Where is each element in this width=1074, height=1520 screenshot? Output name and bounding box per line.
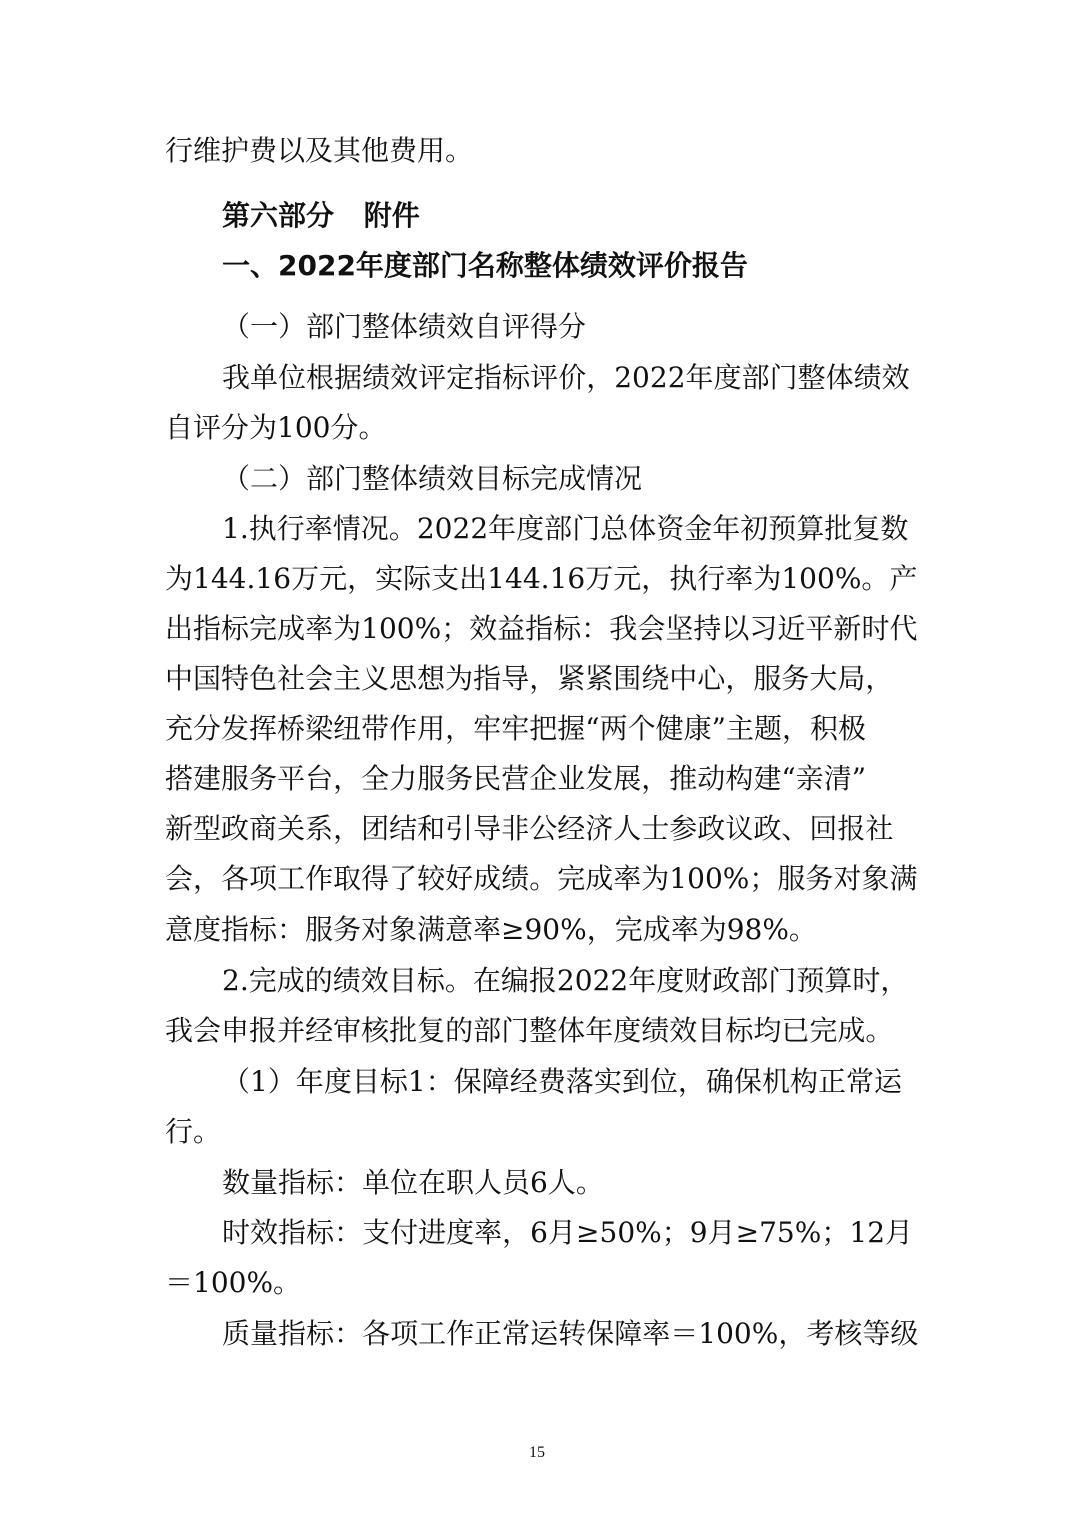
paragraph-line: 搭建服务平台，全力服务民营企业发展，推动构建“亲清” (165, 762, 867, 795)
paragraph-line: 我单位根据绩效评定指标评价，2022年度部门整体绩效 (222, 361, 910, 394)
subsection-heading: （二）部门整体绩效目标完成情况 (222, 462, 643, 495)
paragraph-line: 出指标完成率为100%；效益指标：我会坚持以习近平新时代 (165, 612, 918, 645)
paragraph-line: （1）年度目标1：保障经费落实到位，确保机构正常运 (222, 1065, 903, 1098)
paragraph-line: 充分发挥桥梁纽带作用，牢牢把握“两个健康”主题，积极 (165, 712, 867, 745)
subsection-heading: （一）部门整体绩效自评得分 (222, 310, 587, 343)
paragraph-line: ＝100%。 (165, 1266, 302, 1299)
paragraph-line: 自评分为100分。 (165, 411, 387, 444)
paragraph-line: 新型政商关系，团结和引导非公经济人士参政议政、回报社 (165, 812, 894, 845)
paragraph-line: 意度指标：服务对象满意率≥90%，完成率为98%。 (165, 913, 817, 946)
section-heading: 第六部分 附件 (222, 199, 420, 232)
paragraph-line: 2.完成的绩效目标。在编报2022年度财政部门预算时， (222, 964, 909, 997)
paragraph-line: 中国特色社会主义思想为指导，紧紧围绕中心，服务大局， (165, 662, 894, 695)
paragraph-line: 数量指标：单位在职人员6人。 (222, 1166, 604, 1199)
paragraph-line: 为144.16万元，实际支出144.16万元，执行率为100%。产 (165, 562, 918, 595)
page-number: 15 (529, 1444, 545, 1461)
paragraph-line: 1.执行率情况。2022年度部门总体资金年初预算批复数 (222, 512, 909, 545)
report-title: 一、2022年度部门名称整体绩效评价报告 (222, 249, 748, 282)
paragraph-line: 会，各项工作取得了较好成绩。完成率为100%；服务对象满 (165, 862, 918, 895)
paragraph-continuation: 行维护费以及其他费用。 (165, 134, 474, 167)
paragraph-line: 时效指标：支付进度率，6月≥50%；9月≥75%；12月 (222, 1216, 914, 1249)
paragraph-line: 行。 (165, 1115, 222, 1148)
paragraph-line: 我会申报并经审核批复的部门整体年度绩效目标均已完成。 (165, 1014, 894, 1047)
paragraph-line: 质量指标：各项工作正常运转保障率＝100%，考核等级 (222, 1317, 919, 1350)
